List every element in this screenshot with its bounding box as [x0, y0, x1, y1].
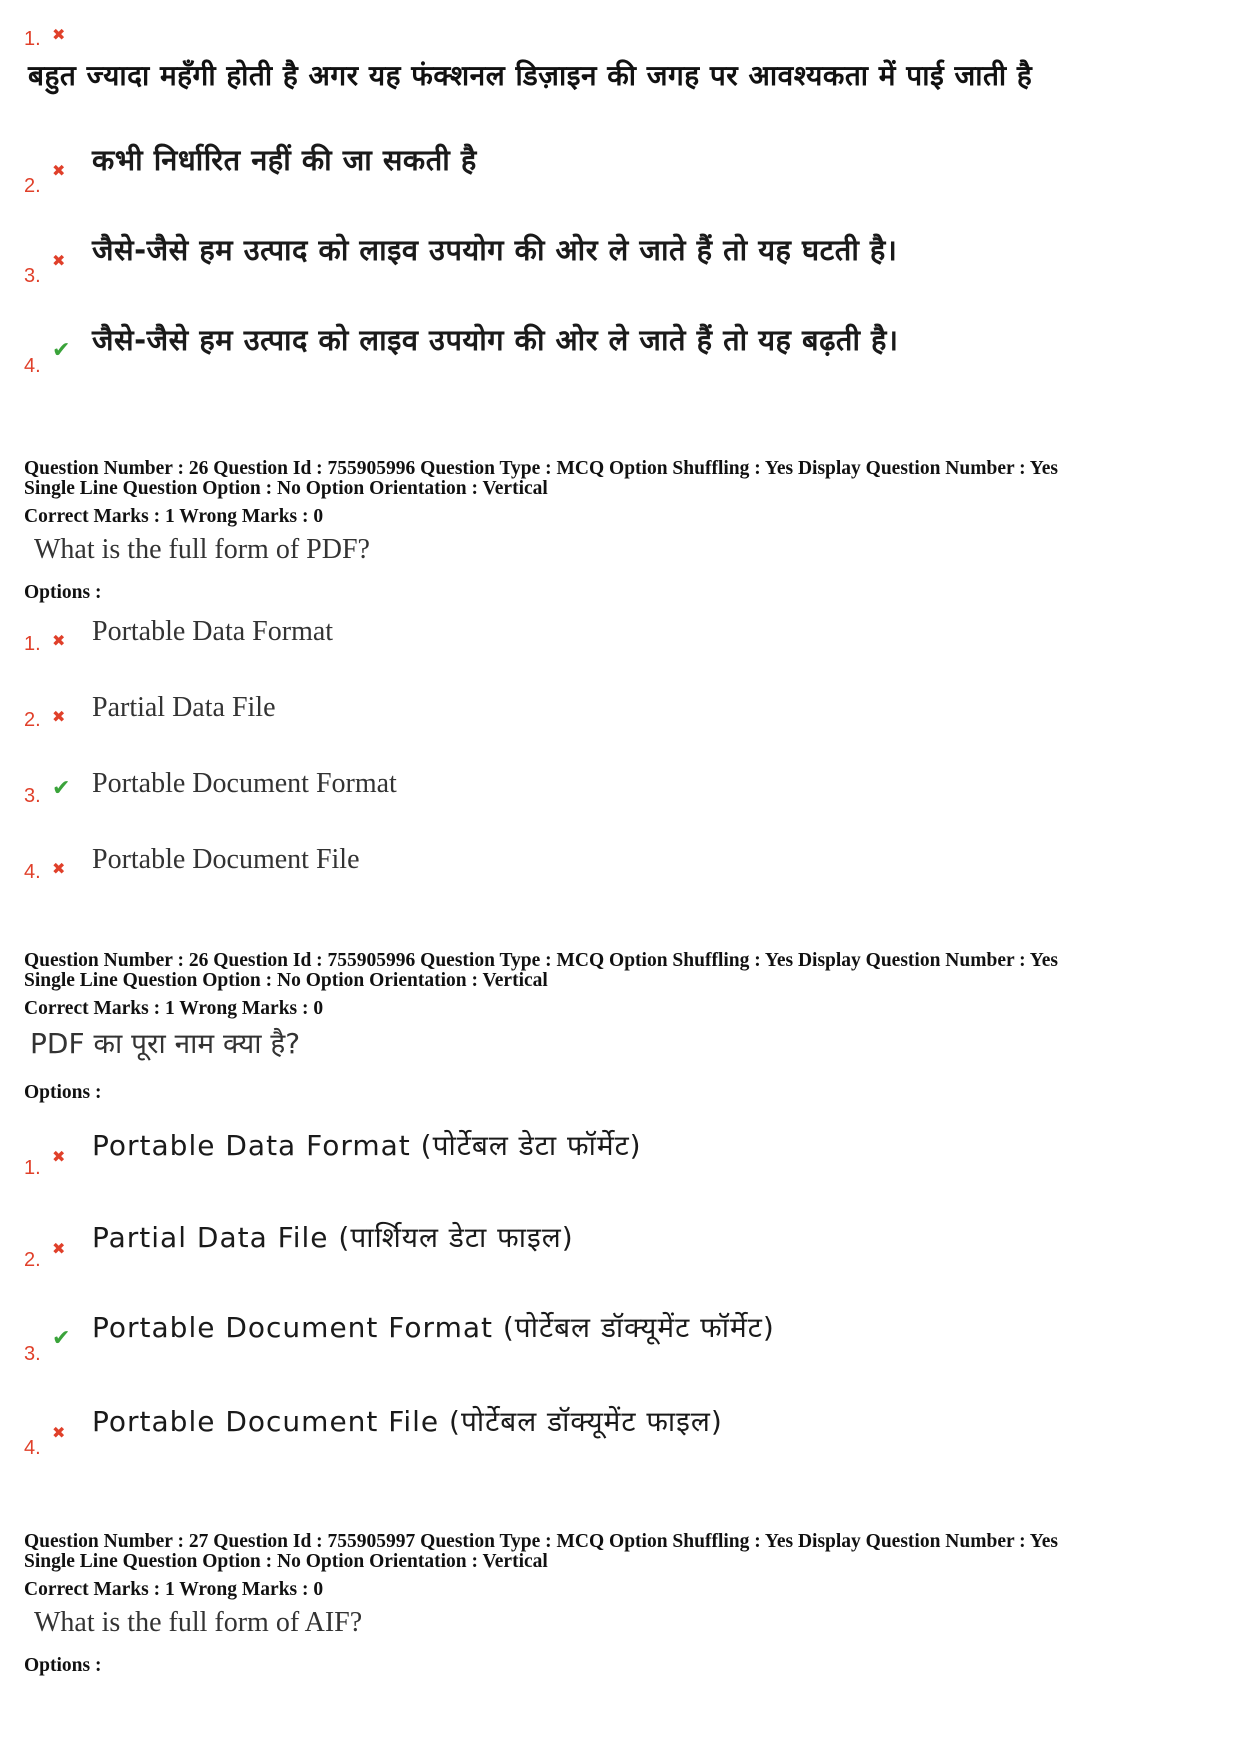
option-number: 1.: [24, 28, 41, 50]
wrong-icon: ✖: [52, 1147, 66, 1166]
correct-icon: ✔: [52, 776, 71, 801]
option-3: [24, 762, 1224, 810]
option-number: 2.: [24, 175, 41, 197]
option-number: 3.: [24, 1343, 41, 1365]
question-meta-line1: Question Number : 26 Question Id : 755905996 Question Type : MCQ Option Shuffling : Yes Display Question Number : Yes: [24, 458, 1058, 479]
option-4: [24, 1402, 1224, 1462]
option-1: [24, 1122, 1224, 1182]
option-text: Portable Document Format (पोर्टेबल डॉक्यूमेंट फॉर्मेट): [92, 1311, 775, 1344]
question-text: PDF का पूरा नाम क्या है?: [30, 1027, 301, 1060]
option-text: Portable Document File: [92, 844, 360, 875]
question-marks: Correct Marks : 1 Wrong Marks : 0: [24, 998, 324, 1019]
option-number: 1.: [24, 1157, 41, 1179]
options-label: Options :: [24, 1082, 102, 1103]
option-text: कभी निर्धारित नहीं की जा सकती है: [92, 143, 477, 177]
wrong-icon: ✖: [52, 631, 66, 650]
wrong-icon: ✖: [52, 161, 66, 180]
options-label: Options :: [24, 582, 102, 603]
option-3: [24, 1308, 1224, 1368]
options-label: Options :: [24, 1655, 102, 1676]
option-number: 1.: [24, 633, 41, 655]
option-2: [24, 686, 1224, 734]
option-text: Portable Document Format: [92, 768, 397, 799]
option-text: जैसे-जैसे हम उत्पाद को लाइव उपयोग की ओर ले जाते हैं तो यह बढ़ती है।: [92, 323, 899, 357]
wrong-icon: ✖: [52, 859, 66, 878]
wrong-icon: ✖: [52, 707, 66, 726]
option-4: [24, 838, 1224, 886]
option-2: [24, 140, 1224, 200]
option-4: [24, 320, 1224, 380]
wrong-icon: ✖: [52, 251, 66, 270]
question-marks: Correct Marks : 1 Wrong Marks : 0: [24, 506, 324, 527]
option-1: [24, 0, 1224, 50]
question-meta-line2: Single Line Question Option : No Option Orientation : Vertical: [24, 478, 548, 499]
question-meta-line1: Question Number : 26 Question Id : 755905996 Question Type : MCQ Option Shuffling : Yes Display Question Number : Yes: [24, 950, 1058, 971]
option-number: 2.: [24, 1249, 41, 1271]
question-marks: Correct Marks : 1 Wrong Marks : 0: [24, 1579, 324, 1600]
option-number: 4.: [24, 1437, 41, 1459]
wrong-icon: ✖: [52, 1239, 66, 1258]
option-text: Partial Data File: [92, 692, 276, 723]
question-meta-line1: Question Number : 27 Question Id : 755905997 Question Type : MCQ Option Shuffling : Yes Display Question Number : Yes: [24, 1531, 1058, 1552]
option-number: 3.: [24, 265, 41, 287]
option-3: [24, 230, 1224, 290]
wrong-icon: ✖: [52, 1423, 66, 1442]
option-1: [24, 610, 1224, 658]
question-meta-line2: Single Line Question Option : No Option Orientation : Vertical: [24, 970, 548, 991]
option-text: Portable Data Format: [92, 616, 334, 647]
wrong-icon: ✖: [52, 25, 66, 44]
question-meta-line2: Single Line Question Option : No Option Orientation : Vertical: [24, 1551, 548, 1572]
option-text: Portable Document File (पोर्टेबल डॉक्यूमेंट फाइल): [92, 1405, 723, 1438]
correct-icon: ✔: [52, 1326, 71, 1351]
correct-icon: ✔: [52, 338, 71, 363]
option-text: जैसे-जैसे हम उत्पाद को लाइव उपयोग की ओर ले जाते हैं तो यह घटती है।: [92, 233, 898, 267]
question-text: What is the full form of PDF?: [34, 534, 370, 565]
option-1-text: बहुत ज्यादा महँगी होती है अगर यह फंक्शनल डिज़ाइन की जगह पर आवश्यकता में पाई जाती है: [28, 59, 1033, 92]
option-number: 4.: [24, 861, 41, 883]
option-text: Partial Data File (पार्शियल डेटा फाइल): [92, 1221, 574, 1254]
option-text: Portable Data Format (पोर्टेबल डेटा फॉर्मेट): [92, 1129, 642, 1162]
option-2: [24, 1214, 1224, 1274]
option-number: 4.: [24, 355, 41, 377]
option-number: 2.: [24, 709, 41, 731]
question-text: What is the full form of AIF?: [34, 1607, 363, 1638]
option-number: 3.: [24, 785, 41, 807]
